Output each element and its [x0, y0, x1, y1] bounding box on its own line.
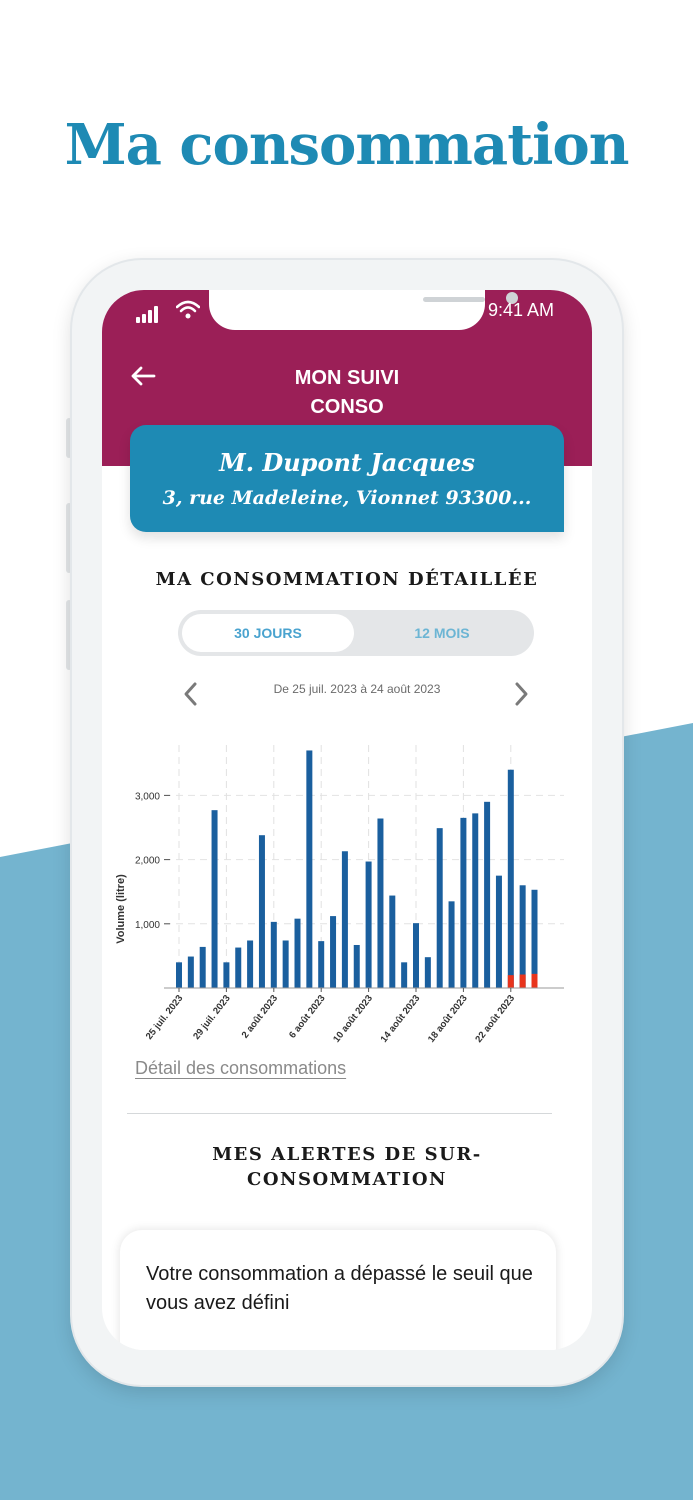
- x-tick-label-6: 18 août 2023: [425, 993, 470, 1045]
- period-toggle[interactable]: [178, 610, 534, 656]
- x-tick-label-0: 25 juil. 2023: [143, 993, 186, 1042]
- divider: [127, 1113, 552, 1114]
- bar-10: [295, 919, 301, 988]
- bar-15: [354, 945, 360, 988]
- chevron-left-icon[interactable]: [182, 681, 200, 707]
- bar-25: [472, 813, 478, 988]
- bar-17: [377, 819, 383, 988]
- page-title-line1: MON SUIVI: [294, 367, 400, 389]
- chevron-right-icon[interactable]: [512, 681, 530, 707]
- alerts-title: [102, 1142, 592, 1192]
- bar-26: [484, 802, 490, 988]
- bar-12: [318, 941, 324, 988]
- bar-23: [449, 901, 455, 988]
- bar-30: [532, 890, 538, 988]
- alert-card[interactable]: [120, 1230, 556, 1350]
- alert-message: Votre consommation a dépassé le seuil que vous avez défini: [146, 1263, 533, 1314]
- x-tick-label-3: 6 août 2023: [287, 993, 328, 1041]
- bar-9: [283, 940, 289, 988]
- bar-6: [247, 940, 253, 988]
- x-tick-label-7: 22 août 2023: [473, 993, 518, 1045]
- x-tick-label-4: 10 août 2023: [331, 993, 375, 1045]
- phone-mockup: [72, 260, 622, 1385]
- alerts-title-line2: CONSOMMATION: [247, 1169, 447, 1190]
- bar-18: [389, 896, 395, 988]
- speaker: [423, 297, 485, 302]
- customer-address: 3, rue Madeleine, Vionnet 93300...: [162, 487, 532, 509]
- bar-4: [223, 962, 229, 988]
- x-tick-label-5: 14 août 2023: [378, 993, 423, 1045]
- phone-screen: [102, 290, 592, 1350]
- wifi-icon: [176, 300, 200, 320]
- bar-13: [330, 916, 336, 988]
- back-arrow-icon[interactable]: [130, 366, 156, 386]
- bar-11: [306, 750, 312, 988]
- x-tick-label-2: 2 août 2023: [239, 993, 281, 1041]
- signal-bars-icon: [136, 306, 162, 323]
- bar-29: [520, 885, 526, 988]
- y-tick-label-1: 2,000: [134, 855, 160, 867]
- y-tick-label-0: 1,000: [134, 919, 160, 931]
- bar-7: [259, 835, 265, 988]
- bar-overrun-28: [508, 975, 514, 988]
- bar-16: [366, 862, 372, 988]
- alerts-title-line1: MES ALERTES DE SUR-: [212, 1144, 482, 1165]
- bar-5: [235, 948, 241, 988]
- detail-link[interactable]: Détail des consommations: [135, 1058, 347, 1078]
- period-label: De 25 juil. 2023 à 24 août 2023: [273, 682, 441, 696]
- bar-2: [200, 947, 206, 988]
- consumption-title: MA CONSOMMATION DÉTAILLÉE: [155, 569, 539, 590]
- bar-19: [401, 962, 407, 988]
- bar-14: [342, 851, 348, 988]
- x-tick-label-1: 29 juil. 2023: [191, 993, 233, 1042]
- bar-27: [496, 876, 502, 988]
- bar-0: [176, 962, 182, 988]
- bar-8: [271, 922, 277, 988]
- bar-3: [212, 810, 218, 988]
- page-title-line2: CONSO: [310, 396, 384, 418]
- bar-overrun-29: [520, 975, 526, 988]
- phone-notch: [209, 290, 485, 330]
- y-axis-title: Volume (litre): [115, 874, 127, 944]
- page-title: [247, 364, 447, 422]
- bar-28: [508, 770, 514, 988]
- bar-21: [425, 957, 431, 988]
- toggle-12-months[interactable]: 12 MOIS: [414, 625, 470, 641]
- toggle-30-days[interactable]: 30 JOURS: [182, 614, 354, 652]
- headline: Ma consommation: [64, 112, 629, 178]
- bar-20: [413, 923, 419, 988]
- y-tick-label-2: 3,000: [134, 791, 160, 803]
- consumption-chart: [102, 740, 592, 1060]
- bar-1: [188, 957, 194, 988]
- customer-card[interactable]: [130, 425, 564, 532]
- bar-22: [437, 828, 443, 988]
- customer-name: M. Dupont Jacques: [219, 448, 475, 477]
- bar-24: [460, 818, 466, 988]
- bar-overrun-30: [532, 974, 538, 988]
- status-time: 9:41 AM: [488, 300, 555, 320]
